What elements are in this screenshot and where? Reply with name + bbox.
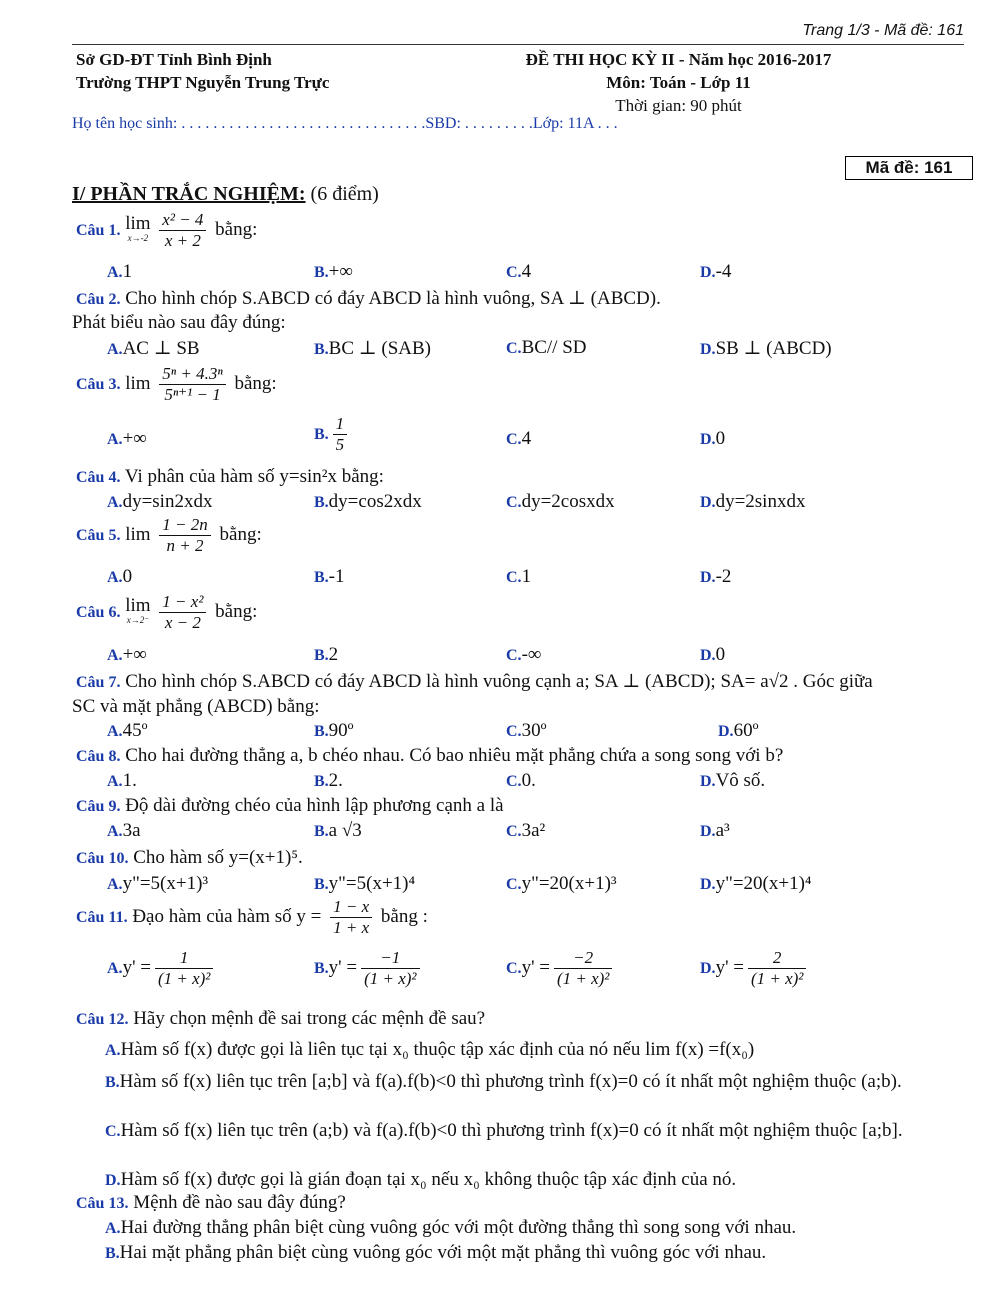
- fraction: $\frac{\text{5ⁿ + 4.3ⁿ}}{\text{5ⁿ⁺¹ − 1}}$: [159, 364, 225, 405]
- q8-option-d[interactable]: D.Vô số.: [700, 770, 766, 791]
- q13-option-a[interactable]: A.Hai đường thẳng phân biệt cùng vuông góc với một đường thẳng thì song song với nhau.: [105, 1217, 797, 1238]
- q12-option-a[interactable]: A.Hàm số f(x) được gọi là liên tục tại x₀ thuộc tập xác định của nó nếu lim f(x) =f(x₀): [105, 1039, 755, 1060]
- q3-option-d[interactable]: D.0: [700, 428, 726, 449]
- q3-option-c[interactable]: C.4: [506, 428, 532, 449]
- question-3: Câu 3. lim $\frac{\text{5ⁿ + 4.3ⁿ}}{\text{5ⁿ⁺¹ − 1}}$ bằng:: [76, 364, 277, 404]
- school-name: Trường THPT Nguyễn Trung Trực: [76, 73, 330, 92]
- question-8: Câu 8. Cho hai đường thẳng a, b chéo nhau. Có bao nhiêu mặt phẳng chứa a song song với b?: [76, 745, 784, 766]
- question-6: Câu 6. lim x→2⁻ $\frac{\text{1 − x²}}{x - 2}$ bằng:: [76, 592, 258, 632]
- q11-option-c[interactable]: C.y' = $\frac{-2}{\text{(1 + x)²}}$: [506, 948, 616, 989]
- student-info-line: Họ tên học sinh: . . . . . . . . . . . . . . . . . . . . . . . . . . . . . . .SBD: . . . . . . . . .Lớp: 11A . . .: [72, 115, 618, 132]
- limit: lim x→-2: [125, 212, 151, 243]
- q2-option-a[interactable]: A.AC ⊥ SB: [107, 338, 200, 359]
- question-12: Câu 12. Hãy chọn mệnh đề sai trong các mệnh đề sau?: [76, 1008, 486, 1029]
- q8-option-b[interactable]: B.2.: [314, 770, 343, 791]
- q13-option-b[interactable]: B.Hai mặt phẳng phân biệt cùng vuông góc với một mặt phẳng thì vuông góc với nhau.: [105, 1242, 767, 1263]
- exam-code-box: Mã đề: 161: [845, 156, 973, 180]
- question-4: Câu 4. Vi phân của hàm số y=sin²x bằng:: [76, 466, 384, 487]
- q5-option-a[interactable]: A.0: [107, 566, 133, 587]
- q4-option-d[interactable]: D.dy=2sinxdx: [700, 491, 806, 512]
- q4-option-c[interactable]: C.dy=2cosxdx: [506, 491, 615, 512]
- q4-option-b[interactable]: B.dy=cos2xdx: [314, 491, 422, 512]
- q3-option-a[interactable]: A.+∞: [107, 428, 147, 449]
- q5-option-d[interactable]: D.-2: [700, 566, 732, 587]
- q9-option-d[interactable]: D.a³: [700, 820, 730, 841]
- q9-option-b[interactable]: B.a √3: [314, 820, 362, 841]
- q6-option-b[interactable]: B.2: [314, 644, 339, 665]
- q12-option-c[interactable]: C.Hàm số f(x) liên tục trên (a;b) và f(a).f(b)<0 thì phương trình f(x)=0 có ít nhất một nghiệm thuộc [a;b].: [105, 1120, 903, 1141]
- question-9: Câu 9. Độ dài đường chéo của hình lập phương cạnh a là: [76, 795, 504, 816]
- header-rule: [72, 44, 964, 45]
- q2-option-c[interactable]: C.BC// SD: [506, 337, 587, 358]
- question-5: Câu 5. lim $\frac{1 - 2n}{n + 2}$ bằng:: [76, 515, 262, 555]
- q8-option-a[interactable]: A.1.: [107, 770, 137, 791]
- subject: Môn: Toán - Lớp 11: [606, 73, 751, 92]
- q3-option-b[interactable]: B. $\frac{1}{5}$: [314, 414, 351, 455]
- q1-option-a[interactable]: A.1: [107, 261, 133, 282]
- question-7-line2: SC và mặt phẳng (ABCD) bằng:: [72, 696, 320, 717]
- q1-option-b[interactable]: B.+∞: [314, 261, 353, 282]
- fraction: $\frac{1 - 2n}{n + 2}$: [159, 515, 210, 556]
- q6-option-a[interactable]: A.+∞: [107, 644, 147, 665]
- q10-option-c[interactable]: C.y"=20(x+1)³: [506, 873, 617, 894]
- q7-option-b[interactable]: B.90º: [314, 720, 354, 741]
- limit: lim x→2⁻: [125, 594, 151, 625]
- q11-option-b[interactable]: B.y' = $\frac{-1}{\text{(1 + x)²}}$: [314, 948, 424, 989]
- q6-option-d[interactable]: D.0: [700, 644, 726, 665]
- q5-option-b[interactable]: B.-1: [314, 566, 345, 587]
- question-1: Câu 1. lim x→-2 $\frac{\text{x² − 4}}{x + 2}$ bằng:: [76, 210, 258, 250]
- q2-option-b[interactable]: B.BC ⊥ (SAB): [314, 338, 432, 359]
- department: Sở GD-ĐT Tỉnh Bình Định: [76, 50, 272, 69]
- q9-option-c[interactable]: C.3a²: [506, 820, 546, 841]
- q12-option-b[interactable]: B.Hàm số f(x) liên tục trên [a;b] và f(a).f(b)<0 thì phương trình f(x)=0 có ít nhất một nghiệm thuộc (a;b).: [105, 1071, 902, 1092]
- exam-title: ĐỀ THI HỌC KỲ II - Năm học 2016-2017: [525, 50, 832, 69]
- q7-option-a[interactable]: A.45º: [107, 720, 148, 741]
- fraction: $\frac{\text{1 − x²}}{x - 2}$: [159, 592, 206, 633]
- page-number: Trang 1/3 - Mã đề: 161: [802, 22, 964, 39]
- q8-option-c[interactable]: C.0.: [506, 770, 536, 791]
- question-11: Câu 11. Đạo hàm của hàm số y = $\frac{1 - x}{1 + x}$ bằng :: [76, 897, 428, 937]
- q5-option-c[interactable]: C.1: [506, 566, 532, 587]
- question-10: Câu 10. Cho hàm số y=(x+1)⁵.: [76, 847, 303, 868]
- question-13: Câu 13. Mệnh đề nào sau đây đúng?: [76, 1192, 346, 1213]
- q7-option-d[interactable]: D.60º: [718, 720, 759, 741]
- q11-option-a[interactable]: A.y' = $\frac{1}{\text{(1 + x)²}}$: [107, 948, 217, 989]
- header-right: [506, 48, 851, 117]
- q12-option-d[interactable]: D.Hàm số f(x) được gọi là gián đoạn tại x₀ nếu x₀ không thuộc tập xác định của nó.: [105, 1169, 737, 1190]
- fraction: $\frac{\text{x² − 4}}{x + 2}$: [159, 210, 206, 251]
- q11-option-d[interactable]: D.y' = $\frac{2}{\text{(1 + x)²}}$: [700, 948, 810, 989]
- question-2-line2: Phát biểu nào sau đây đúng:: [72, 312, 286, 333]
- q6-option-c[interactable]: C.-∞: [506, 644, 542, 665]
- fraction: $\frac{1 - x}{1 + x}$: [330, 897, 372, 938]
- q10-option-a[interactable]: A.y"=5(x+1)³: [107, 873, 209, 894]
- q1-option-c[interactable]: C.4: [506, 261, 532, 282]
- q10-option-b[interactable]: B.y"=5(x+1)⁴: [314, 873, 416, 894]
- section-title: I/ PHẦN TRẮC NGHIỆM: (6 điểm): [72, 183, 379, 205]
- question-7: Câu 7. Cho hình chóp S.ABCD có đáy ABCD là hình vuông cạnh a; SA ⊥ (ABCD); SA= a√2 . Góc giữa: [76, 671, 873, 692]
- q9-option-a[interactable]: A.3a: [107, 820, 141, 841]
- q7-option-c[interactable]: C.30º: [506, 720, 547, 741]
- question-2: Câu 2. Cho hình chóp S.ABCD có đáy ABCD là hình vuông, SA ⊥ (ABCD).: [76, 288, 661, 309]
- header-left: [76, 48, 329, 94]
- q4-option-a[interactable]: A.dy=sin2xdx: [107, 491, 213, 512]
- q1-option-d[interactable]: D.-4: [700, 261, 732, 282]
- q10-option-d[interactable]: D.y"=20(x+1)⁴: [700, 873, 812, 894]
- q2-option-d[interactable]: D.SB ⊥ (ABCD): [700, 338, 832, 359]
- exam-time: Thời gian: 90 phút: [615, 96, 742, 115]
